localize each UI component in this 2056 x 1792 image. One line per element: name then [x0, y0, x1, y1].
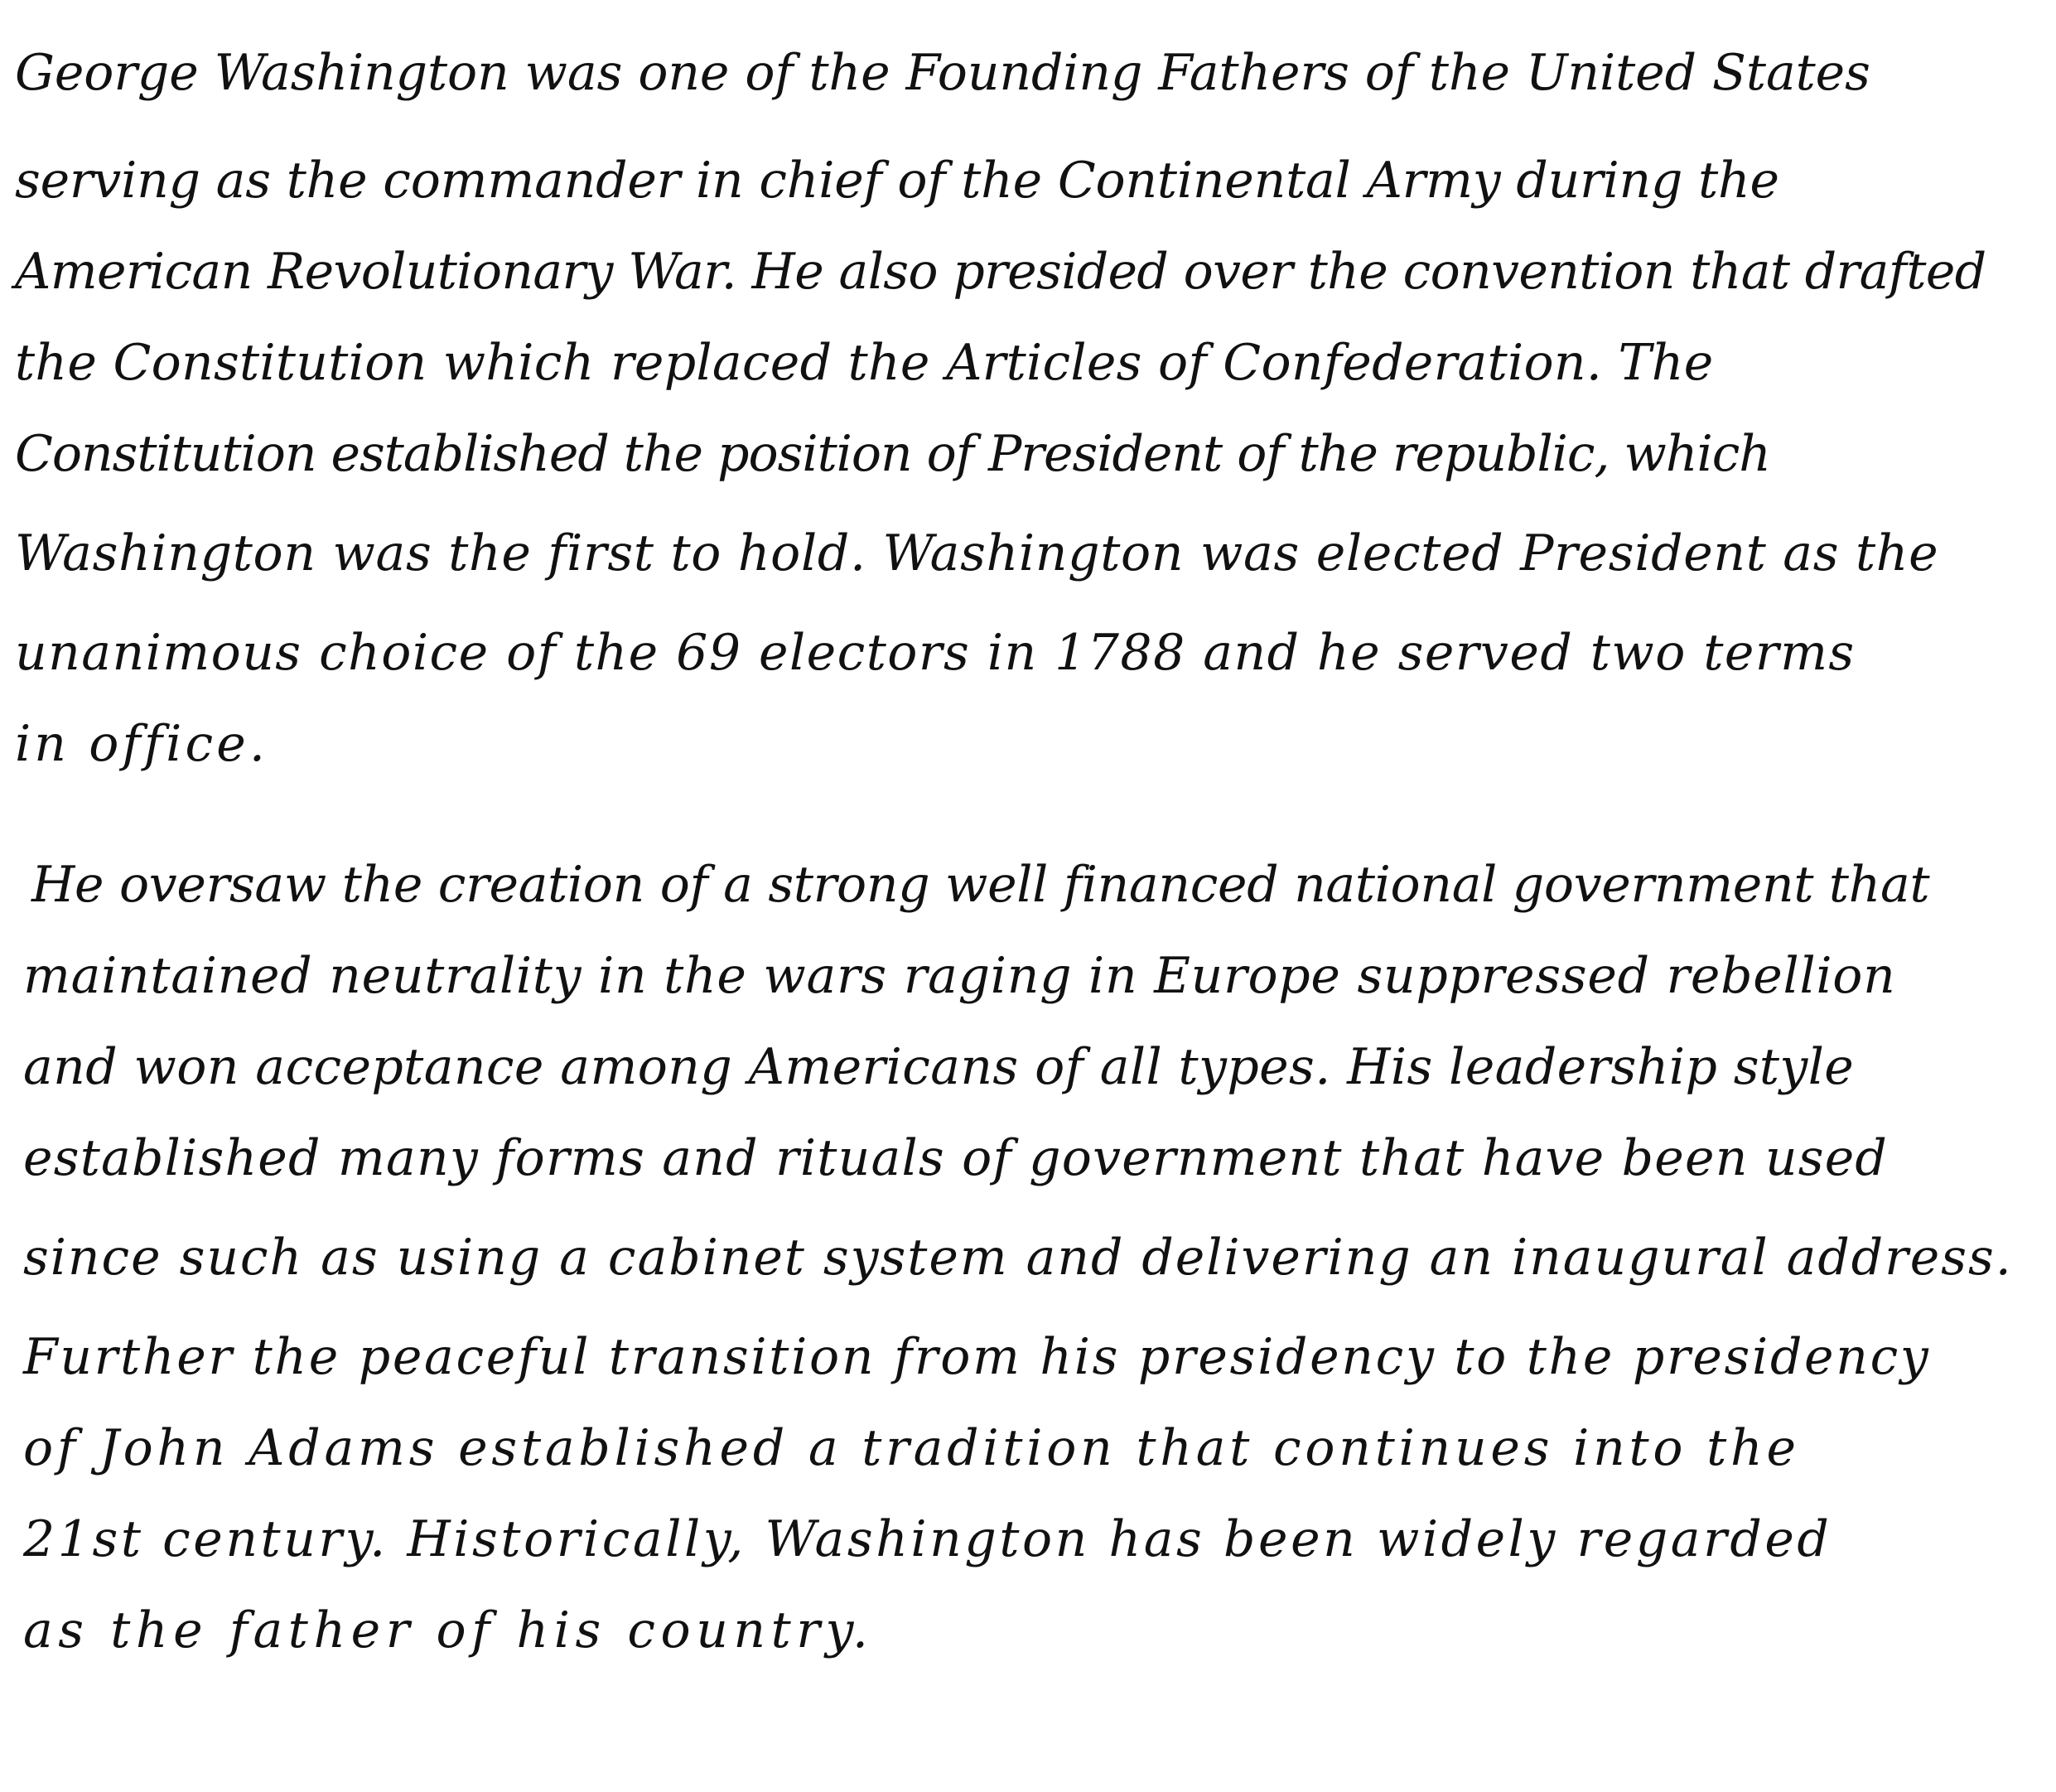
- text-line: Constitution established the position of President of the republic, which: [15, 425, 1770, 483]
- text-line: George Washington was one of the Founding Fathers of the United States: [15, 44, 1870, 102]
- text-line: 21st century. Historically, Washington has been widely regarded: [23, 1510, 1832, 1568]
- text-line: established many forms and rituals of government that have been used: [23, 1129, 1889, 1187]
- text-line: maintained neutrality in the wars raging in Europe suppressed rebellion: [23, 947, 1896, 1005]
- text-line: American Revolutionary War. He also presided over the convention that drafted: [15, 243, 1986, 301]
- text-line: in office.: [15, 715, 269, 773]
- text-line: of John Adams established a tradition that continues into the: [23, 1419, 1800, 1477]
- text-line: as the father of his country.: [23, 1601, 874, 1659]
- text-line: since such as using a cabinet system and delivering an inaugural address.: [23, 1229, 2013, 1287]
- text-line: Washington was the first to hold. Washington was elected President as the: [15, 524, 1939, 582]
- text-line: the Constitution which replaced the Articles of Confederation. The: [15, 334, 1714, 392]
- text-line: serving as the commander in chief of the Continental Army during the: [15, 152, 1779, 210]
- text-line: and won acceptance among Americans of all types. His leadership style: [23, 1038, 1855, 1096]
- text-line: Further the peaceful transition from his presidency to the presidency: [23, 1328, 1931, 1386]
- text-line: He oversaw the creation of a strong well financed national government that: [31, 856, 1930, 914]
- text-line: unanimous choice of the 69 electors in 1788 and he served two terms: [15, 624, 1856, 682]
